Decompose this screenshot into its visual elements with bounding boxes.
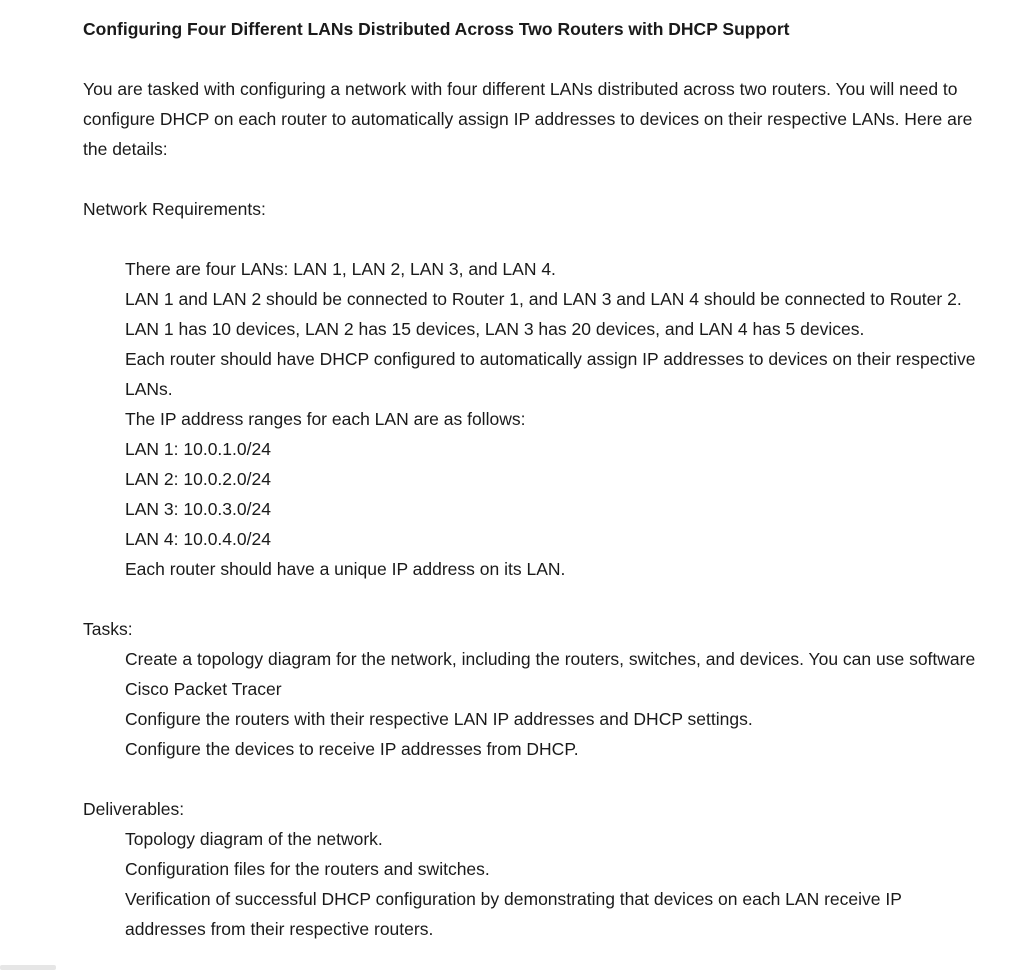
list-item: Each router should have a unique IP address on its LAN. — [125, 559, 566, 579]
document-body — [83, 14, 983, 944]
tasks-list — [83, 644, 983, 764]
list-item: Verification of successful DHCP configuration by demonstrating that devices on each LAN receive IP addresses from their respective routers. — [125, 889, 902, 939]
list-item: Create a topology diagram for the network, including the routers, switches, and devices. You can use software Cisco Packet Tracer — [125, 649, 976, 699]
list-item: Topology diagram of the network. — [125, 829, 383, 849]
list-item: LAN 4: 10.0.4.0/24 — [125, 529, 271, 549]
tasks-heading: Tasks: — [83, 619, 133, 639]
list-item: LAN 1: 10.0.1.0/24 — [125, 439, 271, 459]
list-item: LAN 1 has 10 devices, LAN 2 has 15 devices, LAN 3 has 20 devices, and LAN 4 has 5 devices. — [125, 319, 865, 339]
list-item: Each router should have DHCP configured to automatically assign IP addresses to devices on their respective LANs. — [125, 349, 976, 399]
list-item: LAN 2: 10.0.2.0/24 — [125, 469, 271, 489]
list-item: Configure the devices to receive IP addresses from DHCP. — [125, 739, 579, 759]
deliverables-heading: Deliverables: — [83, 799, 185, 819]
list-item: LAN 3: 10.0.3.0/24 — [125, 499, 271, 519]
list-item: The IP address ranges for each LAN are as follows: — [125, 409, 526, 429]
scrollbar[interactable] — [0, 965, 56, 970]
list-item: There are four LANs: LAN 1, LAN 2, LAN 3, and LAN 4. — [125, 259, 556, 279]
intro-paragraph: You are tasked with configuring a network with four different LANs distributed across two routers. You will need to configure DHCP on each router to automatically assign IP addresses to devices on their respective LANs. Here are the details: — [83, 79, 973, 159]
list-item: LAN 1 and LAN 2 should be connected to Router 1, and LAN 3 and LAN 4 should be connected to Router 2. — [125, 289, 962, 309]
network-requirements-heading: Network Requirements: — [83, 199, 266, 219]
document-title: Configuring Four Different LANs Distributed Across Two Routers with DHCP Support — [83, 19, 790, 39]
list-item: Configure the routers with their respective LAN IP addresses and DHCP settings. — [125, 709, 753, 729]
list-item: Configuration files for the routers and switches. — [125, 859, 490, 879]
deliverables-list — [83, 824, 983, 944]
network-requirements-list — [83, 254, 983, 584]
